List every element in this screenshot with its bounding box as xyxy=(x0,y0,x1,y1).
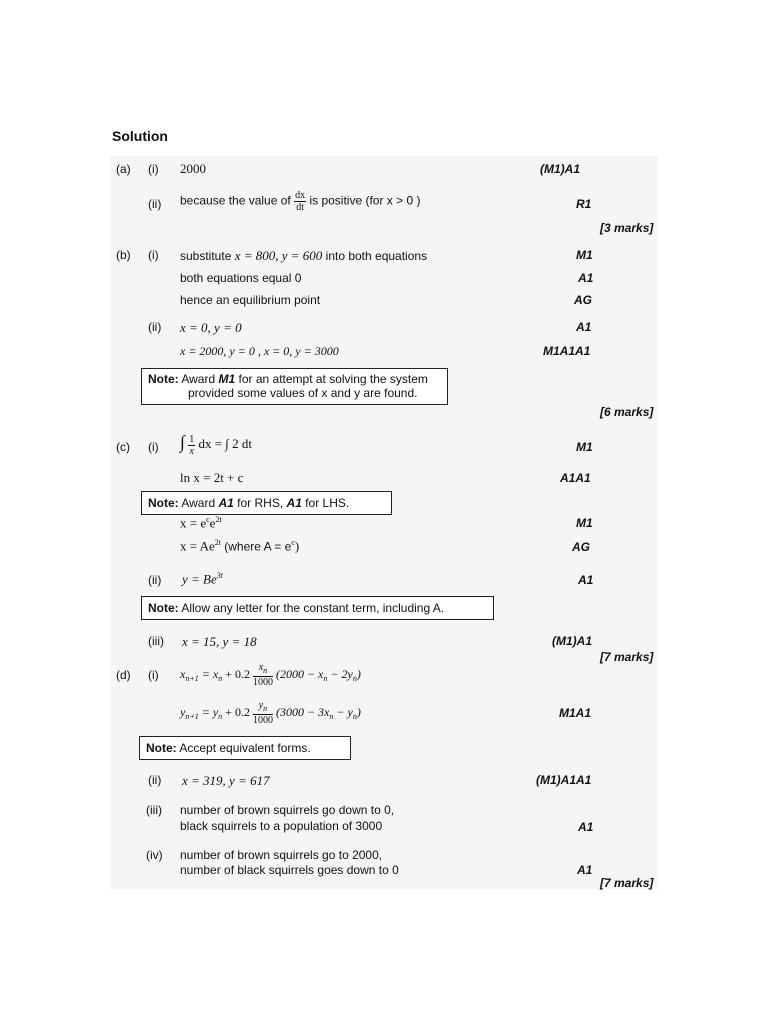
frac-denominator: 1000 xyxy=(252,677,273,688)
part-b-ii-line2: x = 2000, y = 0 , x = 0, y = 3000 xyxy=(180,344,339,358)
part-d-iii-num: (iii) xyxy=(146,803,162,817)
note-text: Award xyxy=(181,372,216,386)
part-d-ii-answer: x = 319, y = 617 xyxy=(182,773,270,788)
eq-sub: n xyxy=(263,704,268,713)
eq-text: y xyxy=(180,704,186,719)
eq-text: = y xyxy=(201,704,219,719)
b-i-math: x = 800, y = 600 xyxy=(234,248,323,263)
eq-text: y = Be xyxy=(182,571,217,587)
eq-text: (where A = e xyxy=(224,539,292,554)
frac-numerator: x xyxy=(258,662,264,673)
eq-sub: n xyxy=(218,674,223,684)
part-a-ii-num: (ii) xyxy=(148,197,162,211)
part-b-ii-mark1: A1 xyxy=(576,320,592,334)
b-i-pre: substitute xyxy=(180,249,232,263)
part-a-ii-answer xyxy=(180,190,420,213)
eq-sup: 2t xyxy=(214,538,222,547)
frac-numerator: y xyxy=(258,700,264,711)
part-d-label: (d) xyxy=(116,668,131,682)
integral-sign: ∫ xyxy=(180,432,185,452)
part-a-ii-post: is positive (for x > 0 ) xyxy=(309,193,421,208)
part-a-i-answer: 2000 xyxy=(180,161,206,176)
note-text: for RHS, xyxy=(237,496,284,510)
eq-sub: n xyxy=(329,712,334,722)
part-c-i-mark2: A1A1 xyxy=(560,471,591,485)
part-c-total: [7 marks] xyxy=(600,650,654,664)
note-text: Award xyxy=(181,496,216,510)
part-d-iv-line2: number of black squirrels goes down to 0 xyxy=(180,863,399,877)
part-b-i-mark2: A1 xyxy=(578,271,594,285)
page-title: Solution xyxy=(112,128,168,144)
dx-dt-fraction xyxy=(294,190,306,213)
eq-text: + 0.2 xyxy=(225,666,250,681)
frac-denominator: dt xyxy=(296,202,304,213)
part-b-i-line2: both equations equal 0 xyxy=(180,271,302,285)
part-c-iii-answer: x = 15, y = 18 xyxy=(182,634,257,649)
part-d-iv-line1: number of brown squirrels go to 2000, xyxy=(180,848,383,862)
eq-sup: 2t xyxy=(215,515,222,524)
frac-numerator: 1 xyxy=(189,433,195,445)
part-d-i-num: (i) xyxy=(148,668,159,682)
part-c-iii-num: (iii) xyxy=(148,634,164,648)
part-d-i-y-eq xyxy=(180,700,361,726)
note-text: for LHS. xyxy=(305,496,350,510)
part-b-i-line3: hence an equilibrium point xyxy=(180,293,321,307)
part-c-label: (c) xyxy=(116,440,130,454)
part-a-ii-pre: because the value of xyxy=(180,193,291,208)
part-a-total: [3 marks] xyxy=(600,221,654,235)
part-a-ii-mark: R1 xyxy=(576,197,592,211)
part-d-iii-line1: number of brown squirrels go down to 0, xyxy=(180,803,395,817)
part-b-total: [6 marks] xyxy=(600,405,654,419)
part-c-i-mark4: AG xyxy=(572,540,590,554)
part-b-ii-mark2: M1A1A1 xyxy=(543,344,591,358)
note-box-c1 xyxy=(141,491,392,515)
note-label: Note: xyxy=(146,741,177,755)
note-text: Allow any letter for the constant term, including A. xyxy=(181,601,445,615)
note-label: Note: xyxy=(148,496,179,510)
eq-text: x = e xyxy=(180,515,207,531)
part-b-i-num: (i) xyxy=(148,248,159,262)
part-c-ii-num: (ii) xyxy=(148,573,162,587)
b-i-post: into both equations xyxy=(325,249,428,263)
note-text: for an attempt at solving the system xyxy=(238,372,428,386)
one-over-x xyxy=(188,434,195,457)
part-c-i-integral xyxy=(180,432,252,457)
eq-sub: n xyxy=(323,674,328,684)
eq-sup: c xyxy=(291,538,295,547)
part-c-ii-mark: A1 xyxy=(578,573,594,587)
part-d-ii-mark: (M1)A1A1 xyxy=(536,773,592,787)
part-b-ii-num: (ii) xyxy=(148,320,162,334)
eq-sub: n xyxy=(218,712,223,722)
frac-denominator: x xyxy=(189,445,194,457)
eq-text: ) xyxy=(356,666,361,681)
eq-text: (3000 − 3x xyxy=(275,704,330,719)
part-d-iii-line2: black squirrels to a population of 3000 xyxy=(180,819,383,833)
part-d-iii-mark: A1 xyxy=(578,820,594,834)
frac-numerator: dx xyxy=(295,190,306,201)
part-d-i-mark: M1A1 xyxy=(559,706,592,720)
eq-sup: c xyxy=(206,515,210,524)
eq-sub: n xyxy=(352,674,357,684)
part-c-i-mark1: M1 xyxy=(576,440,593,454)
part-a-label: (a) xyxy=(116,162,131,176)
note-label: Note: xyxy=(148,601,179,615)
part-d-iv-mark: A1 xyxy=(577,863,593,877)
eq-text: = x xyxy=(201,666,219,681)
eq-sub: n+1 xyxy=(185,674,199,684)
part-d-ii-num: (ii) xyxy=(148,773,162,787)
eq-text: ) xyxy=(356,704,361,719)
part-d-iv-num: (iv) xyxy=(146,848,163,862)
part-d-i-x-eq xyxy=(180,662,361,688)
part-c-i-num: (i) xyxy=(148,440,159,454)
note-label: Note: xyxy=(148,372,179,386)
part-c-ii-answer xyxy=(182,571,223,587)
part-c-i-mark3: M1 xyxy=(576,516,593,530)
eq-text: ) xyxy=(294,538,300,554)
note-text: provided some values of x and y are found. xyxy=(188,386,418,400)
part-d-total: [7 marks] xyxy=(600,876,654,890)
eq-text: − 2y xyxy=(327,666,353,681)
note-box-b xyxy=(141,368,448,405)
part-a-i-num: (i) xyxy=(148,162,159,176)
eq-sub: n xyxy=(263,666,268,675)
part-b-i-mark1: M1 xyxy=(576,248,593,262)
part-b-i-line1 xyxy=(180,248,427,264)
integral-rest: dx = ∫ 2 dt xyxy=(198,436,252,451)
part-b-i-mark3: AG xyxy=(574,293,592,307)
note-box-d xyxy=(139,736,351,760)
x-over-1000 xyxy=(253,662,273,688)
frac-denominator: 1000 xyxy=(252,715,273,726)
note-box-c2 xyxy=(141,596,494,620)
note-mark: A1 xyxy=(286,496,302,510)
part-c-i-line3 xyxy=(180,515,222,531)
note-mark: M1 xyxy=(218,372,236,386)
eq-sub: n+1 xyxy=(185,712,199,722)
eq-text: e xyxy=(209,515,216,531)
part-c-iii-mark: (M1)A1 xyxy=(552,634,593,648)
eq-text: x xyxy=(180,666,186,681)
part-c-i-line4 xyxy=(180,538,299,554)
note-text: Accept equivalent forms. xyxy=(179,741,311,755)
part-b-ii-line1: x = 0, y = 0 xyxy=(180,320,242,335)
y-over-1000 xyxy=(253,700,273,726)
eq-text: − y xyxy=(333,704,353,719)
eq-text: + 0.2 xyxy=(225,704,250,719)
part-a-i-mark: (M1)A1 xyxy=(540,162,581,176)
eq-text: (2000 − x xyxy=(275,666,324,681)
part-c-i-line2: ln x = 2t + c xyxy=(180,470,244,485)
note-mark: A1 xyxy=(218,496,234,510)
eq-sub: n xyxy=(352,712,357,722)
eq-text: x = Ae xyxy=(180,538,215,554)
eq-sup: 3t xyxy=(216,571,223,580)
part-b-label: (b) xyxy=(116,248,131,262)
